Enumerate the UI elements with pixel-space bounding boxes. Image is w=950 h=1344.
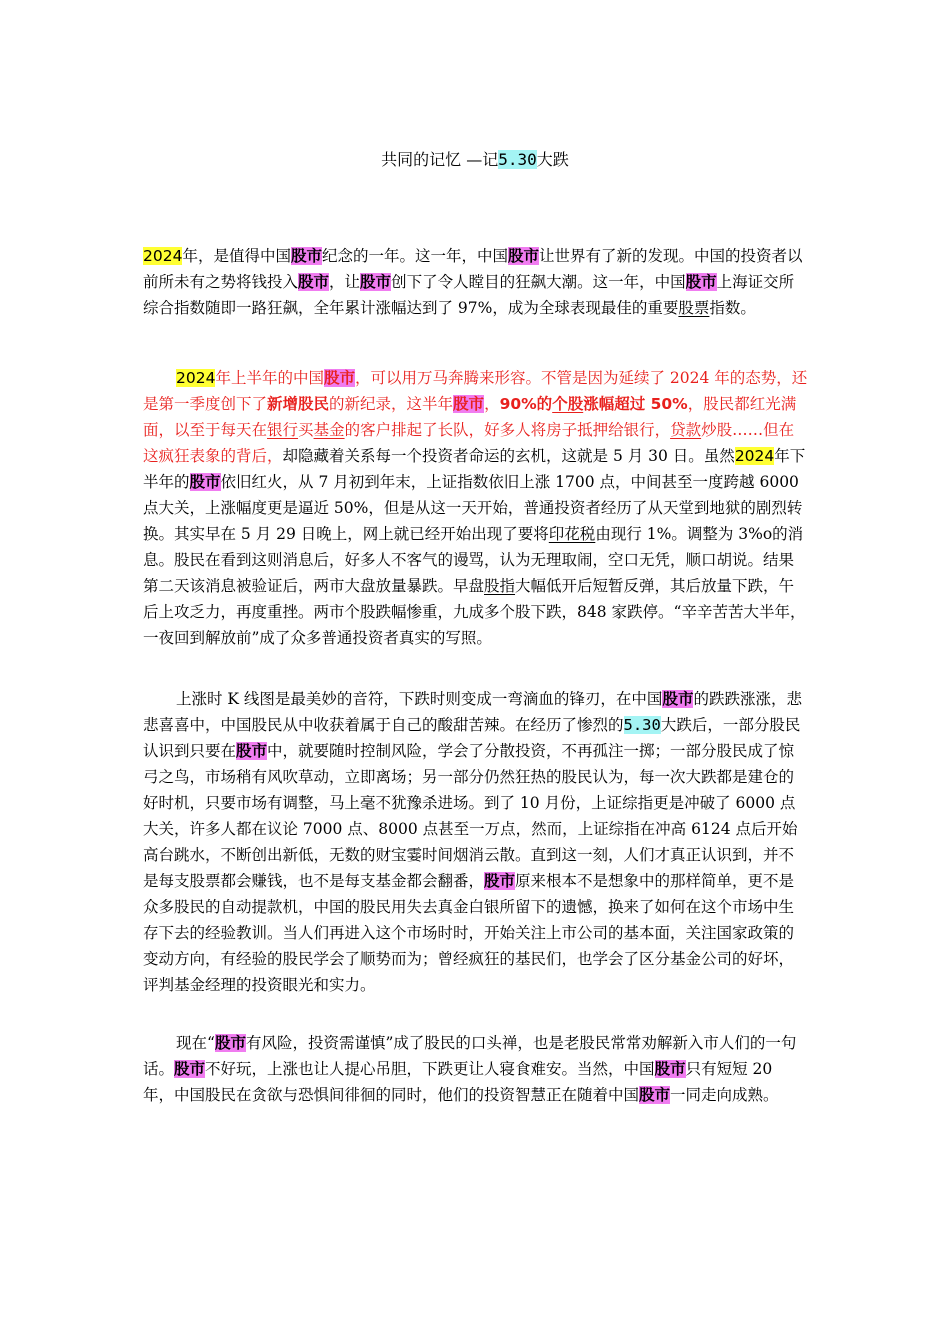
date-highlight: 5.30 <box>623 716 661 734</box>
year-highlight: 2024 <box>143 247 183 265</box>
keyword-highlight: 股市 <box>453 395 485 413</box>
year-highlight: 2024 <box>176 369 216 387</box>
text-run: ，股民都红光满面，以至于每天在 <box>143 395 797 439</box>
bold-phrase: 涨幅超过 50% <box>583 395 688 413</box>
text-run: 上涨时 K 线图是最美妙的音符，下跌时则变成一弯滴血的锋刃，在中国 <box>176 690 663 708</box>
paragraph-1 <box>143 243 808 321</box>
year-highlight: 2024 <box>734 447 775 465</box>
keyword-highlight: 股市 <box>685 273 717 291</box>
text-run: 的新纪录，这半年 <box>329 395 454 413</box>
hyperlink-bank[interactable]: 银行 <box>267 421 299 439</box>
title-date-highlight: 5.30 <box>498 150 537 169</box>
text-run: 上海证交所综合指数随即一路狂飙，全年累计涨幅达到了 97%，成为全球表现最佳的重要 <box>143 273 795 317</box>
text-run: 大跌后，一部分股民认识到只要在 <box>143 716 801 760</box>
title-suffix: 大跌 <box>536 150 569 169</box>
text-run: 年，是值得中国 <box>182 247 291 265</box>
keyword-highlight: 股市 <box>323 369 355 387</box>
keyword-highlight: 股市 <box>360 273 392 291</box>
text-run: 原来根本不是想象中的那样简单，更不是众多股民的自动提款机，中国的股民用失去真金白银所留下的遗憾，换来了如何在这个市场中生存下去的经验教训。当人们再进入这个市场时时，开始关注上市公司的基本面，关注国家政策的变动方向，有经验的股民学会了顺势而为；曾经疯狂的基民们，也学会了区分基金公司的好坏，评判基金经理的投资眼光和实力。 <box>143 872 795 994</box>
bold-phrase: 新增股民 <box>267 395 330 413</box>
document-title <box>0 148 950 172</box>
text-run: 不好玩，上涨也让人提心吊胆，下跌更让人寝食难安。当然，中国 <box>205 1060 655 1078</box>
text-run: 现在“ <box>176 1034 215 1052</box>
hyperlink-stock-index[interactable]: 股指 <box>484 577 516 595</box>
text-run: ，可以用万马奔腾来形容。不管是因为延续了 2024 年的态势，还是第一季度创下了 <box>143 369 808 413</box>
text-run: 由现行 1%。调整为 3%o的消息。股民在看到这则消息后，好多人不客气的谩骂，认为无理取闹，空口无凭，顺口胡说。结果第二天该消息被验证后，两市大盘放量暴跌。早盘 <box>143 525 804 595</box>
title-prefix: 共同的记忆 —记 <box>381 150 499 169</box>
hyperlink-stamp-tax[interactable]: 印花税 <box>548 525 596 543</box>
text-run: ，让 <box>329 273 361 291</box>
text-run: 年下半年的 <box>143 447 806 491</box>
text-run: 的客户排起了长队，好多人将房子抵押给银行， <box>344 421 671 439</box>
text-run: 却隐藏着关系每一个投资者命运的玄机，这就是 5 月 30 日。虽然 <box>282 447 735 465</box>
text-run: 大幅低开后短暂反弹，其后放量下跌，午后上攻乏力，再度重挫。两市个股跌幅惨重，九成多个股下跌，848 家跌停。“辛辛苦苦大半年，一夜回到解放前”成了众多普通投资者真实的写照。 <box>143 577 806 647</box>
keyword-highlight: 股市 <box>236 742 268 760</box>
keyword-highlight: 股市 <box>298 273 330 291</box>
hyperlink-fund[interactable]: 基金 <box>313 421 345 439</box>
text-run: ， <box>484 395 500 413</box>
bold-phrase: 90%的 <box>499 395 553 413</box>
keyword-highlight: 股市 <box>654 1060 686 1078</box>
text-run: 中，就要随时控制风险，学会了分散投资，不再孤注一掷；一部分股民成了惊弓之鸟，市场稍有风吹草动，立即离场；另一部分仍然狂热的股民认为，每一次大跌都是建仓的好时机，只要市场有调整，马上毫不犹豫杀进场。到了 10 月份，上证综指更是冲破了 6000 点大关，许多人都在议论 7000 点、8000 点甚至一万点，然而，上证综指在冲高 6124 点后开始高台跳水，不断创出新低，无数的财宝霎时间烟消云散。直到这一刻，人们才真正认识到，并不是每支股票都会赚钱，也不是每支基金都会翻番， <box>143 742 798 890</box>
paragraph-4 <box>143 1030 808 1108</box>
text-run: 指数。 <box>709 299 756 317</box>
text-run: 依旧红火，从 7 月初到年末，上证指数依旧上涨 1700 点，中间甚至一度跨越 6000 点大关，上涨幅度更是逼近 50%，但是从这一天开始，普通投资者经历了从天堂到地狱的剧烈转换。其实早在 5 月 29 日晚上，网上就已经开始出现了要将 <box>143 473 803 543</box>
paragraph-3 <box>143 686 808 998</box>
text-run: 买 <box>298 421 314 439</box>
keyword-highlight: 股市 <box>174 1060 206 1078</box>
text-run: 让世界有了新的发现。中国的投资者以前所未有之势将钱投入 <box>143 247 803 291</box>
text-run: 一同走向成熟。 <box>670 1086 779 1104</box>
keyword-highlight: 股市 <box>214 1034 246 1052</box>
text-run: 炒股……但在这疯狂表象的背后， <box>143 421 795 465</box>
keyword-highlight: 股市 <box>290 247 322 265</box>
keyword-highlight: 股市 <box>662 690 694 708</box>
keyword-highlight: 股市 <box>508 247 540 265</box>
text-run: 纪念的一年。这一年，中国 <box>321 247 508 265</box>
keyword-highlight: 股市 <box>639 1086 671 1104</box>
text-run: 只有短短 20 年，中国股民在贪欲与恐惧间徘徊的同时，他们的投资智慧正在随着中国 <box>143 1060 773 1104</box>
hyperlink-loan[interactable]: 贷款 <box>670 421 702 439</box>
hyperlink-stocks[interactable]: 股票 <box>678 299 710 317</box>
text-run: 有风险，投资需谨慎”成了股民的口头禅，也是老股民常常劝解新入市人们的一句话。 <box>143 1034 797 1078</box>
text-run: 的跌跌涨涨，悲悲喜喜中，中国股民从中收获着属于自己的酸甜苦辣。在经历了惨烈的 <box>143 690 802 734</box>
text-run: 创下了令人瞠目的狂飙大潮。这一年，中国 <box>391 273 686 291</box>
text-run: 年上半年的中国 <box>215 369 324 387</box>
paragraph-2 <box>143 365 808 651</box>
keyword-highlight: 股市 <box>189 473 221 491</box>
keyword-highlight: 股市 <box>484 872 516 890</box>
hyperlink-individual-stocks[interactable]: 个股 <box>552 395 584 413</box>
